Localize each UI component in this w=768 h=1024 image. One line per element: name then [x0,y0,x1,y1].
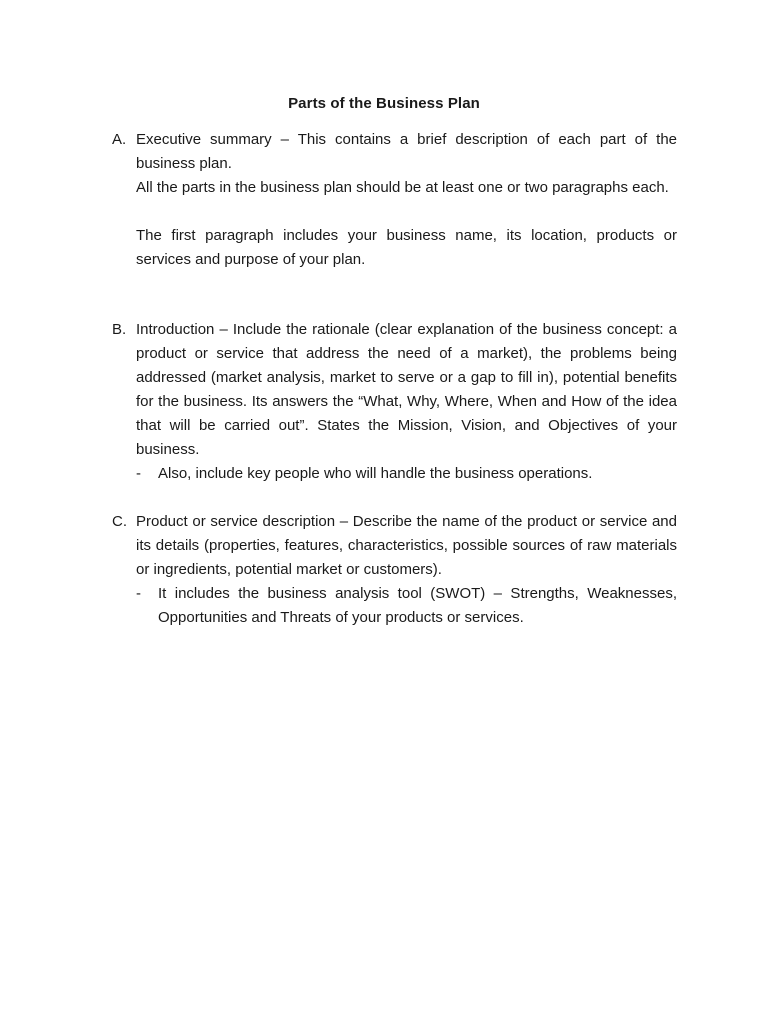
bullet-item [136,462,677,486]
section-marker: B. [112,321,127,338]
section-executive-summary [112,128,677,272]
paragraph: Product or service description – Describe the name of the product or service and its details (properties, features, characteristics, possible sources of raw materials or ingredients, potential market or customers). [136,513,677,578]
section-product-description [112,510,677,630]
bullet-text: It includes the business analysis tool (SWOT) – Strengths, Weaknesses, Opportunities and Threats of your products or services. [158,585,677,626]
paragraph: The first paragraph includes your business name, its location, products or services and purpose of your plan. [136,227,677,268]
bullet-dash: - [136,585,141,602]
paragraph: All the parts in the business plan should be at least one or two paragraphs each. [136,179,669,196]
paragraph: Introduction – Include the rationale (clear explanation of the business concept: a product or service that address the need of a market), the problems being addressed (market analysis, market to serve or a gap to fill in), potential benefits for the business. Its answers the “What, Why, Where, When and How of the idea that will be carried out”. States the Mission, Vision, and Objectives of your business. [136,321,677,458]
bullet-dash: - [136,465,141,482]
section-marker: C. [112,513,127,530]
bullet-item [136,582,677,630]
section-body [136,510,677,630]
document-title: Parts of the Business Plan [288,95,480,112]
section-body [136,128,677,272]
section-introduction [112,318,677,486]
paragraph-spacer [136,200,677,224]
section-body [136,318,677,486]
bullet-text: Also, include key people who will handle the business operations. [158,465,593,482]
paragraph: Executive summary – This contains a brief description of each part of the business plan. [136,131,677,172]
section-marker: A. [112,131,127,148]
